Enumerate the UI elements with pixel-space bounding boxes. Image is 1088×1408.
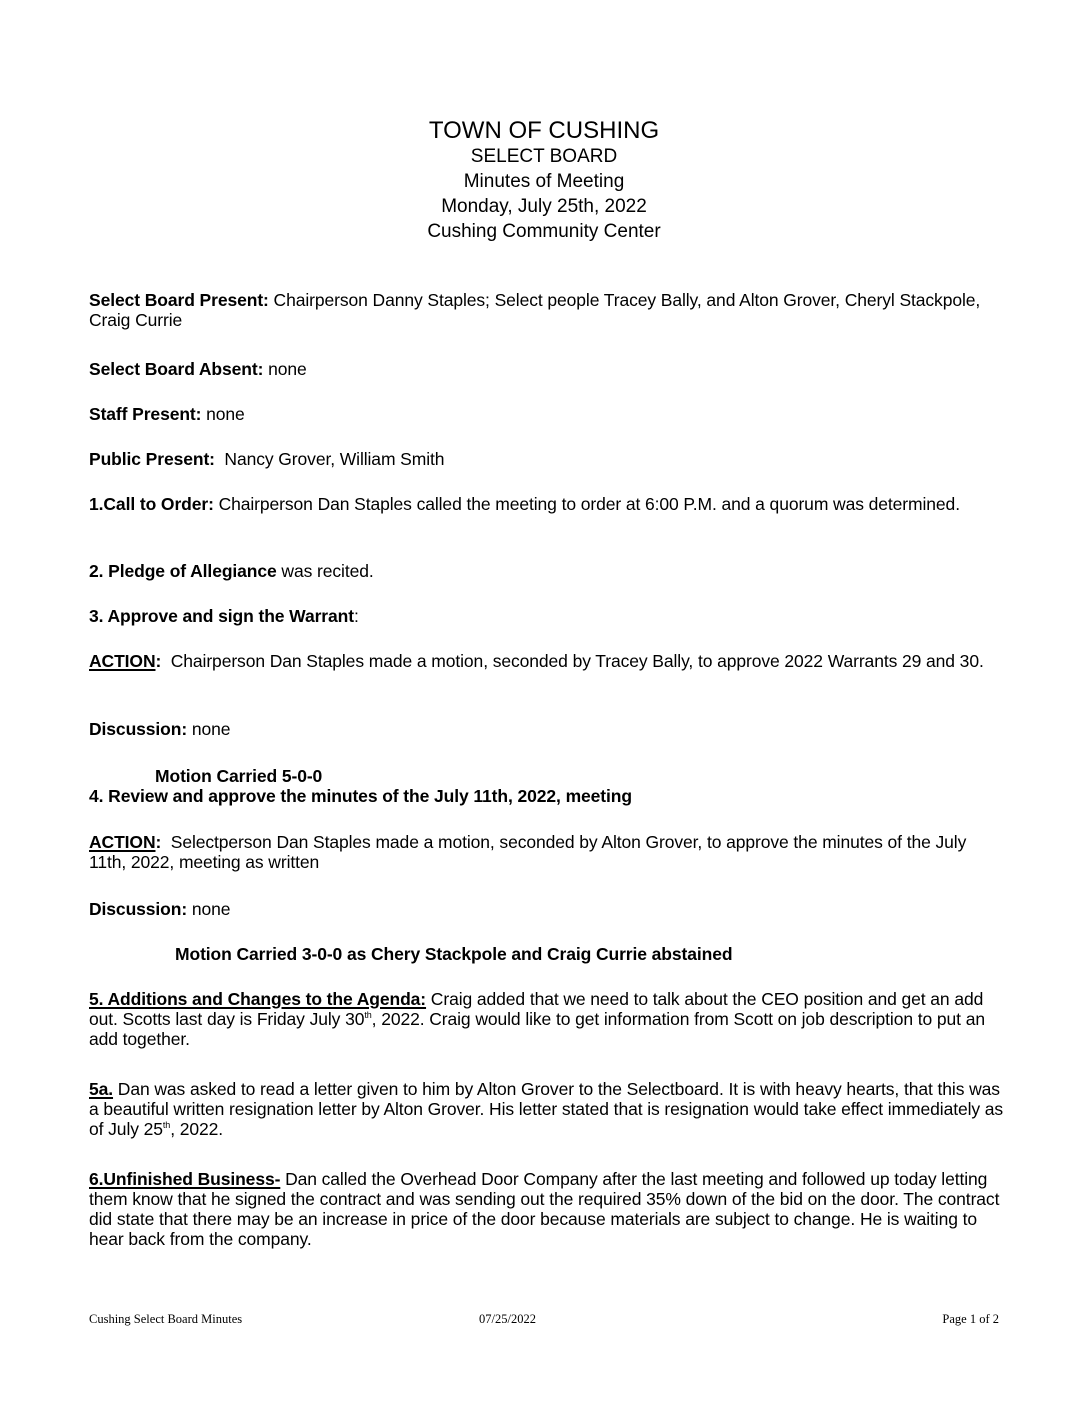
minutes-heading (89, 786, 1004, 806)
item-5a-label: 5a. (89, 1079, 114, 1099)
action-colon: : (155, 651, 162, 671)
discussion-label: Discussion: (89, 719, 188, 739)
unfinished-label: 6.Unfinished Business- (89, 1169, 281, 1189)
call-to-order (89, 494, 1004, 514)
agenda-label: 5. Additions and Changes to the Agenda: (89, 989, 427, 1009)
warrant-heading (89, 606, 1004, 626)
page-number: Page 1 of 2 (942, 1312, 999, 1326)
discussion-value: none (187, 719, 231, 739)
agenda-text-2: , 2022. Craig would like to get information from Scott on job description to put an add together. (89, 1009, 985, 1049)
public-present (89, 449, 1004, 469)
staff-present-value: none (201, 404, 245, 424)
footer-title: Cushing Select Board Minutes (89, 1312, 243, 1326)
agenda-changes (89, 989, 1004, 1049)
action-label: ACTION (89, 651, 156, 671)
board-title: SELECT BOARD (470, 146, 618, 167)
unfinished-text: Dan called the Overhead Door Company after the last meeting and followed up today letting them know that he signed the contract and was sending out the required 35% down of the bid on the door. The contract did state that there may be an increase in price of the door because materials are subject to change. He is waiting to hear back from the company. (89, 1169, 1000, 1249)
agenda-sup: th (364, 1010, 372, 1020)
minutes-action (89, 832, 1004, 872)
board-present (89, 290, 1004, 330)
meeting-location: Cushing Community Center (427, 221, 661, 242)
town-title: TOWN OF CUSHING (428, 117, 660, 144)
board-absent-label: Select Board Absent: (89, 359, 264, 379)
document-type: Minutes of Meeting (463, 171, 625, 192)
pledge-label: 2. Pledge of Allegiance (89, 561, 277, 581)
warrant-label: 3. Approve and sign the Warrant (89, 606, 354, 626)
call-to-order-text: Chairperson Dan Staples called the meeting to order at 6:00 P.M. and a quorum was determined. (213, 494, 960, 514)
minutes-discussion (89, 899, 1004, 919)
footer-date: 07/25/2022 (479, 1312, 536, 1326)
board-absent (89, 359, 1004, 379)
item-5a (89, 1079, 1004, 1139)
motion-carried-text: Motion Carried 3-0-0 as Chery Stackpole and Craig Currie abstained (175, 944, 733, 964)
public-present-value: Nancy Grover, William Smith (214, 449, 445, 469)
meeting-date: Monday, July 25th, 2022 (441, 196, 647, 217)
item-5a-text-1: Dan was asked to read a letter given to him by Alton Grover to the Selectboard. It is with heavy hearts, that this was a beautiful written resignation letter by Alton Grover. His letter stated that is resignation would take effect immediately as of July 25 (89, 1079, 1004, 1139)
discussion-label: Discussion: (89, 899, 188, 919)
warrant-action-text: Chairperson Dan Staples made a motion, seconded by Tracey Bally, to approve 2022 Warrants 29 and 30. (161, 651, 984, 671)
pledge-text: was recited. (276, 561, 374, 581)
motion-carried-text: Motion Carried 5-0-0 (155, 766, 323, 786)
warrant-action (89, 651, 1004, 671)
public-present-label: Public Present: (89, 449, 215, 469)
board-absent-value: none (263, 359, 307, 379)
agenda-text-1: Craig added that we need to talk about the CEO position and get an add out. Scotts last day is Friday July 30 (89, 989, 984, 1029)
minutes-label: 4. Review and approve the minutes of the July 11th, 2022, meeting (89, 786, 632, 806)
document-header (0, 118, 1088, 244)
discussion-value: none (187, 899, 231, 919)
unfinished-business (89, 1169, 1004, 1249)
page-footer (89, 1312, 999, 1332)
board-present-label: Select Board Present: (89, 290, 269, 310)
item-5a-sup: th (162, 1120, 171, 1130)
action-label: ACTION (89, 832, 156, 852)
item-5a-text-2: , 2022. (170, 1119, 224, 1139)
warrant-colon: : (353, 606, 359, 626)
action-colon: : (155, 832, 162, 852)
staff-present-label: Staff Present: (89, 404, 202, 424)
board-present-value: Chairperson Danny Staples; Select people Tracey Bally, and Alton Grover, Cheryl Stackpole, Craig Currie (89, 290, 981, 330)
motion-carried-2 (175, 944, 1004, 964)
staff-present (89, 404, 1004, 424)
pledge (89, 561, 1004, 581)
warrant-discussion (89, 719, 1004, 739)
call-to-order-label: 1.Call to Order: (89, 494, 214, 514)
motion-carried-1 (155, 766, 1004, 786)
minutes-action-text: Selectperson Dan Staples made a motion, seconded by Alton Grover, to approve the minutes of the July 11th, 2022, meeting as written (89, 832, 971, 872)
